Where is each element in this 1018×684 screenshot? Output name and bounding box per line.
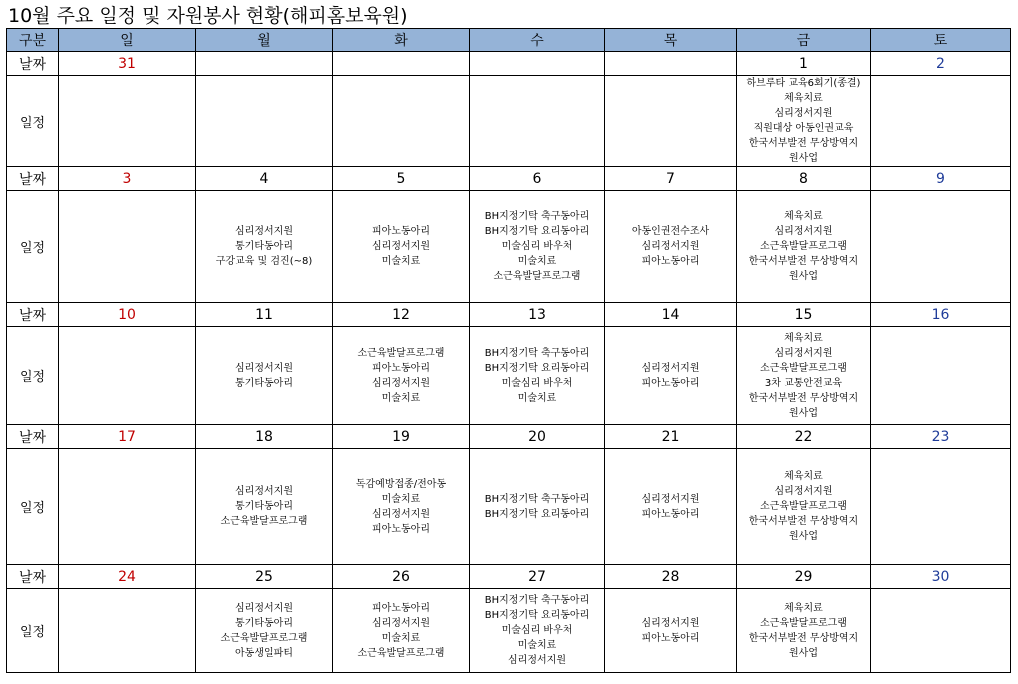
schedule-item: 미술치료 [517, 640, 557, 651]
date-cell: 20 [470, 425, 605, 449]
schedule-item: 원사업 [789, 153, 818, 164]
schedule-item: 심리정서지원 [372, 377, 430, 389]
schedule-item: BH지정기탁 요리동아리 [484, 508, 590, 520]
schedule-cell [871, 76, 1011, 167]
date-cell: 25 [196, 565, 333, 589]
schedule-item: 심리정서지원 [774, 347, 833, 359]
schedule-cell [59, 76, 196, 167]
date-cell [196, 52, 333, 76]
schedule-item: 피아노동아리 [372, 523, 430, 535]
schedule-item: 통기타동아리 [235, 241, 293, 252]
header-day-thu: 목 [605, 29, 737, 52]
date-cell [605, 52, 737, 76]
schedule-cell [470, 589, 605, 673]
date-row-label: 날짜 [7, 167, 59, 191]
schedule-cell [605, 327, 737, 425]
schedule-item: 체육치료 [784, 332, 823, 344]
date-row-label: 날짜 [7, 52, 59, 76]
schedule-item: 미술심리 바우처 [501, 625, 573, 636]
schedule-item: 통기타동아리 [235, 501, 293, 512]
schedule-item: 미술치료 [381, 493, 421, 505]
schedule-item: 심리정서지원 [641, 241, 700, 252]
date-row [7, 303, 1011, 327]
schedule-item: 피아노동아리 [372, 362, 430, 374]
schedule-row-label: 일정 [7, 589, 59, 673]
schedule-item: 원사업 [789, 647, 818, 659]
schedule-item: 소근육발달프로그램 [220, 632, 308, 644]
date-row-label: 날짜 [7, 425, 59, 449]
date-cell: 24 [59, 565, 196, 589]
schedule-cell [333, 449, 470, 565]
header-day-sat: 토 [871, 29, 1011, 52]
schedule-item: 심리정서지원 [235, 362, 293, 374]
schedule-cell [196, 449, 333, 565]
schedule-item: 아동생일파티 [235, 647, 293, 659]
schedule-item: 심리정서지원 [641, 493, 700, 505]
schedule-row-label: 일정 [7, 76, 59, 167]
schedule-cell [737, 449, 871, 565]
schedule-item: 피아노동아리 [641, 632, 700, 644]
date-cell: 10 [59, 303, 196, 327]
schedule-item: 심리정서지원 [774, 486, 833, 497]
schedule-item: 체육치료 [784, 471, 823, 482]
schedule-item: 소근육발달프로그램 [357, 647, 445, 659]
date-cell: 26 [333, 565, 470, 589]
schedule-row [7, 76, 1011, 167]
schedule-cell [871, 191, 1011, 303]
date-cell: 4 [196, 167, 333, 191]
schedule-cell [59, 327, 196, 425]
schedule-cell [737, 191, 871, 303]
schedule-calendar-table [6, 28, 1011, 673]
schedule-item: BH지정기탁 요리동아리 [484, 362, 590, 374]
schedule-cell [605, 76, 737, 167]
schedule-item: 심리정서지원 [774, 226, 833, 237]
date-cell: 31 [59, 52, 196, 76]
date-cell: 14 [605, 303, 737, 327]
schedule-cell [59, 589, 196, 673]
date-cell: 8 [737, 167, 871, 191]
schedule-cell [333, 589, 470, 673]
schedule-item: 심리정서지원 [372, 508, 430, 520]
schedule-item: 피아노동아리 [641, 508, 700, 520]
schedule-row-label: 일정 [7, 191, 59, 303]
schedule-cell [737, 76, 871, 167]
schedule-item: BH지정기탁 축구동아리 [484, 347, 590, 359]
header-day-tue: 화 [333, 29, 470, 52]
date-cell [470, 52, 605, 76]
schedule-item: 구강교육 및 검진(~8) [215, 256, 313, 267]
schedule-cell [871, 327, 1011, 425]
schedule-item: 원사업 [789, 531, 818, 542]
schedule-cell [196, 327, 333, 425]
schedule-item: 체육치료 [784, 93, 823, 104]
schedule-item: 독감예방접종/전아동 [355, 478, 447, 490]
date-cell: 22 [737, 425, 871, 449]
date-cell: 16 [871, 303, 1011, 327]
schedule-item: BH지정기탁 축구동아리 [484, 595, 590, 606]
schedule-item: 미술심리 바우처 [501, 241, 573, 252]
schedule-cell [59, 191, 196, 303]
schedule-item: 체육치료 [784, 602, 823, 614]
page-title: 10월 주요 일정 및 자원봉사 현황(해피홈보육원) [8, 5, 408, 27]
schedule-item: 아동인권전수조사 [631, 226, 710, 237]
date-cell: 17 [59, 425, 196, 449]
date-cell: 6 [470, 167, 605, 191]
schedule-cell [333, 76, 470, 167]
schedule-cell [196, 191, 333, 303]
schedule-item: 하브루타 교육6회기(종결) [746, 78, 861, 89]
schedule-item: 통기타동아리 [235, 377, 293, 389]
date-cell: 12 [333, 303, 470, 327]
date-row-label: 날짜 [7, 565, 59, 589]
schedule-item: 미술치료 [381, 392, 421, 404]
schedule-cell [737, 589, 871, 673]
date-row [7, 565, 1011, 589]
schedule-item: 피아노동아리 [372, 226, 430, 237]
schedule-item: 한국서부발전 무상방역지 [748, 632, 859, 644]
schedule-item: 통기타동아리 [235, 617, 293, 629]
date-row [7, 52, 1011, 76]
date-cell: 9 [871, 167, 1011, 191]
schedule-item: 피아노동아리 [641, 377, 700, 389]
date-cell: 15 [737, 303, 871, 327]
schedule-row [7, 191, 1011, 303]
schedule-item: 심리정서지원 [508, 655, 566, 666]
date-cell: 29 [737, 565, 871, 589]
schedule-cell [196, 76, 333, 167]
schedule-item: 직원대상 아동인권교육 [753, 123, 854, 134]
schedule-cell [737, 327, 871, 425]
schedule-item: 심리정서지원 [372, 241, 430, 252]
schedule-item: 심리정서지원 [235, 602, 293, 614]
schedule-item: BH지정기탁 축구동아리 [484, 211, 590, 222]
schedule-item: 소근육발달프로그램 [760, 617, 847, 629]
schedule-item: 미술심리 바우처 [501, 377, 573, 389]
date-cell: 19 [333, 425, 470, 449]
header-label: 구분 [7, 29, 59, 52]
schedule-item: 심리정서지원 [774, 108, 833, 119]
date-cell: 23 [871, 425, 1011, 449]
date-cell [333, 52, 470, 76]
date-cell: 5 [333, 167, 470, 191]
header-day-wed: 수 [470, 29, 605, 52]
header-day-sun: 일 [59, 29, 196, 52]
schedule-cell [470, 76, 605, 167]
schedule-item: BH지정기탁 요리동아리 [484, 226, 590, 237]
schedule-item: 피아노동아리 [372, 602, 430, 614]
schedule-cell [333, 191, 470, 303]
schedule-row [7, 449, 1011, 565]
date-cell: 13 [470, 303, 605, 327]
schedule-item: 피아노동아리 [641, 256, 700, 267]
schedule-cell [605, 589, 737, 673]
schedule-cell [871, 449, 1011, 565]
schedule-item: 소근육발달프로그램 [760, 362, 847, 374]
schedule-item: 미술치료 [517, 392, 557, 404]
header-day-fri: 금 [737, 29, 871, 52]
header-day-mon: 월 [196, 29, 333, 52]
schedule-item: 한국서부발전 무상방역지 [748, 392, 859, 404]
schedule-item: 소근육발달프로그램 [357, 347, 445, 359]
schedule-cell [59, 449, 196, 565]
schedule-item: 한국서부발전 무상방역지 [748, 138, 859, 149]
schedule-cell [333, 327, 470, 425]
schedule-item: 원사업 [789, 271, 818, 282]
schedule-item: 심리정서지원 [641, 362, 700, 374]
schedule-item: 소근육발달프로그램 [220, 516, 308, 527]
schedule-row [7, 589, 1011, 673]
schedule-cell [470, 191, 605, 303]
schedule-row-label: 일정 [7, 449, 59, 565]
schedule-item: 한국서부발전 무상방역지 [748, 516, 859, 527]
schedule-item: BH지정기탁 요리동아리 [484, 610, 590, 621]
date-cell: 7 [605, 167, 737, 191]
schedule-item: BH지정기탁 축구동아리 [484, 493, 590, 505]
schedule-row [7, 327, 1011, 425]
schedule-cell [470, 327, 605, 425]
schedule-item: 심리정서지원 [372, 617, 430, 629]
schedule-cell [605, 449, 737, 565]
schedule-item: 소근육발달프로그램 [760, 501, 847, 512]
schedule-item: 소근육발달프로그램 [760, 241, 847, 252]
schedule-item: 심리정서지원 [641, 617, 700, 629]
date-cell: 3 [59, 167, 196, 191]
header-row [7, 29, 1011, 52]
date-cell: 27 [470, 565, 605, 589]
schedule-item: 3차 교통안전교육 [764, 377, 843, 389]
schedule-item: 미술치료 [381, 632, 421, 644]
schedule-item: 원사업 [789, 407, 818, 419]
schedule-cell [871, 589, 1011, 673]
schedule-item: 체육치료 [784, 211, 823, 222]
schedule-item: 미술치료 [517, 256, 557, 267]
schedule-item: 심리정서지원 [235, 226, 293, 237]
date-row [7, 425, 1011, 449]
schedule-cell [196, 589, 333, 673]
date-cell: 18 [196, 425, 333, 449]
schedule-cell [605, 191, 737, 303]
date-cell: 28 [605, 565, 737, 589]
date-row [7, 167, 1011, 191]
date-row-label: 날짜 [7, 303, 59, 327]
date-cell: 21 [605, 425, 737, 449]
date-cell: 11 [196, 303, 333, 327]
schedule-row-label: 일정 [7, 327, 59, 425]
date-cell: 1 [737, 52, 871, 76]
schedule-item: 한국서부발전 무상방역지 [748, 256, 859, 267]
date-cell: 30 [871, 565, 1011, 589]
schedule-item: 소근육발달프로그램 [493, 271, 581, 282]
schedule-item: 심리정서지원 [235, 486, 293, 497]
schedule-cell [470, 449, 605, 565]
schedule-item: 미술치료 [381, 256, 421, 267]
date-cell: 2 [871, 52, 1011, 76]
